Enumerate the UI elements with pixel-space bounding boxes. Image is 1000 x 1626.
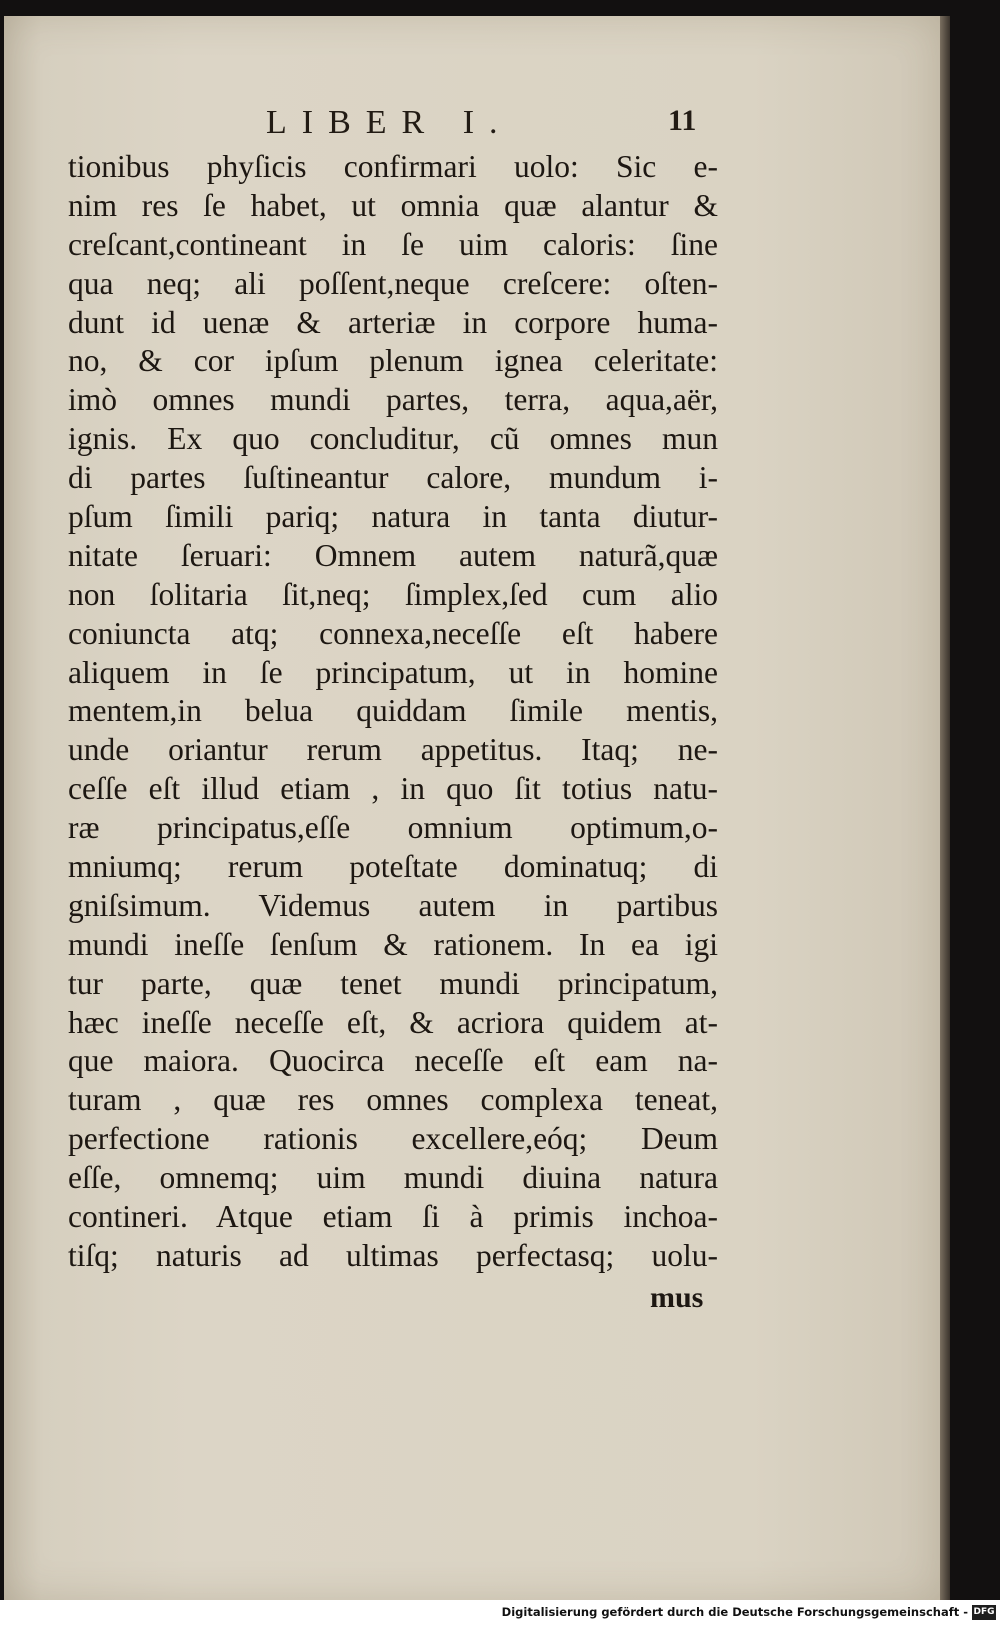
text-line: perfectione rationis excellere,eóq; Deum: [68, 1121, 718, 1157]
running-title: LIBER I.: [266, 104, 513, 141]
text-line: creſcant,contineant in ſe uim caloris: ſine: [68, 226, 718, 262]
running-head: [4, 104, 940, 144]
text-line: contineri. Atque etiam ſi à primis inchoa-: [68, 1199, 718, 1235]
text-line: eſſe, omnemq; uim mundi diuina natura: [68, 1160, 718, 1196]
text-line: mniumq; rerum poteſtate dominatuq; di: [68, 849, 718, 885]
page-number: 11: [668, 104, 697, 137]
text-line: aliquem in ſe principatum, ut in homine: [68, 654, 718, 690]
text-line: nim res ſe habet, ut omnia quæ alantur &: [68, 187, 718, 223]
text-line: hæc ineſſe neceſſe eſt, & acriora quidem at-: [68, 1004, 718, 1040]
footer-bar: [0, 1600, 1000, 1626]
text-line: ignis. Ex quo concluditur, cũ omnes mun: [68, 421, 718, 457]
text-line: ceſſe eſt illud etiam , in quo ſit totius natu-: [68, 771, 718, 807]
page-edge: [940, 16, 950, 1600]
text-line: tur parte, quæ tenet mundi principatum,: [68, 965, 718, 1001]
text-line: nitate ſeruari: Omnem autem naturã,quæ: [68, 537, 718, 573]
text-line: gniſsimum. Videmus autem in partibus: [68, 887, 718, 923]
body-text: [68, 148, 718, 1276]
text-line: coniuncta atq; connexa,neceſſe eſt habere: [68, 615, 718, 651]
footer-credit: Digitalisierung gefördert durch die Deutsche Forschungsgemeinschaft -: [501, 1605, 968, 1619]
text-line: tiſq; naturis ad ultimas perfectasq; uolu-: [68, 1237, 718, 1273]
catchword: mus: [650, 1281, 704, 1314]
text-line: mentem,in belua quiddam ſimile mentis,: [68, 693, 718, 729]
text-line: no, & cor ipſum plenum ignea celeritate:: [68, 343, 718, 379]
dfg-logo: DFG: [972, 1605, 996, 1620]
text-line: ræ principatus,eſſe omnium optimum,o-: [68, 810, 718, 846]
text-line: mundi ineſſe ſenſum & rationem. In ea igi: [68, 926, 718, 962]
text-line: di partes ſuſtineantur calore, mundum i-: [68, 460, 718, 496]
text-line: tionibus phyſicis confirmari uolo: Sic e-: [68, 149, 718, 184]
text-line: pſum ſimili pariq; natura in tanta diutur-: [68, 499, 718, 535]
text-line: unde oriantur rerum appetitus. Itaq; ne-: [68, 732, 718, 768]
text-line: que maiora. Quocirca neceſſe eſt eam na-: [68, 1043, 718, 1079]
text-line: qua neq; ali poſſent,neque creſcere: oſten-: [68, 265, 718, 301]
text-line: dunt id uenæ & arteriæ in corpore huma-: [68, 304, 718, 340]
text-line: imò omnes mundi partes, terra, aqua,aër,: [68, 382, 718, 418]
book-page: [4, 16, 940, 1600]
text-line: non ſolitaria ſit,neq; ſimplex,ſed cum alio: [68, 576, 718, 612]
text-line: turam , quæ res omnes complexa teneat,: [68, 1082, 718, 1118]
